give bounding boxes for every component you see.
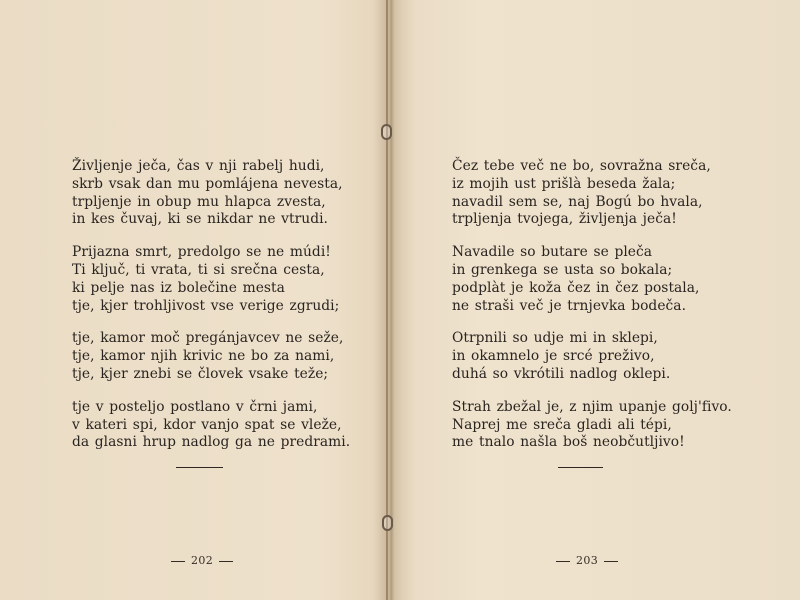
- right-page: [392, 0, 800, 600]
- verse-line: ne straši več je trnjevka bodeča.: [452, 297, 687, 314]
- dash: [219, 561, 233, 562]
- page-number: [165, 554, 239, 567]
- verse-line: me tnalo našla boš neobčutljivo!: [452, 434, 685, 451]
- end-rule: [176, 467, 223, 468]
- stanza: [72, 330, 350, 383]
- stanza: [452, 330, 732, 383]
- left-poem: [72, 158, 350, 467]
- verse-line: Ti ključ, ti vrata, ti si srečna cesta,: [72, 261, 325, 278]
- verse-line: in kes čuvaj, ki se nikdar ne vtrudi.: [72, 211, 328, 228]
- verse-line: Otrpnili so udje mi in sklepi,: [452, 330, 658, 347]
- page-number: [550, 554, 624, 567]
- stanza: [452, 244, 732, 315]
- verse-line: Čez tebe več ne bo, sovražna sreča,: [452, 158, 711, 174]
- verse-line: Strah zbežal je, z njim upanje golj'fivo.: [452, 398, 732, 415]
- stanza: [72, 244, 350, 315]
- verse-line: navadil sem se, naj Bogú bo hvala,: [452, 193, 703, 210]
- verse-line: in grenkega se usta so bokala;: [452, 261, 673, 278]
- verse-line: iz mojih ust prišlà beseda žala;: [452, 175, 676, 192]
- verse-line: Življenje ječa, čas v nji rabelj hudi,: [72, 158, 325, 174]
- book-gutter: [386, 0, 388, 600]
- verse-line: duhá so vkrótili nadlog oklepi.: [452, 365, 671, 382]
- page-number-text: 202: [191, 554, 214, 567]
- verse-line: tje v posteljo postlano v črni jami,: [72, 398, 318, 415]
- verse-line: Naprej me sreča gladi ali tépi,: [452, 416, 672, 433]
- verse-line: trpljenja tvojega, življenja ječa!: [452, 211, 677, 228]
- stanza: [72, 399, 350, 452]
- verse-line: in okamnelo je srcé preživo,: [452, 348, 655, 365]
- stanza: [72, 158, 350, 229]
- verse-line: skrb vsak dan mu pomlájena nevesta,: [72, 175, 343, 192]
- verse-line: podplàt je koža čez in čez postala,: [452, 279, 700, 296]
- end-rule: [558, 467, 603, 468]
- verse-line: tje, kamor njih krivic ne bo za nami,: [72, 348, 335, 365]
- verse-line: tje, kjer trohljivost vse verige zgrudi;: [72, 297, 340, 314]
- verse-line: tje, kamor moč pregánjavcev ne seže,: [72, 330, 344, 347]
- verse-line: Navadile so butare se pleča: [452, 244, 653, 261]
- verse-line: trpljenje in obup mu hlapca zvesta,: [72, 193, 326, 210]
- verse-line: Prijazna smrt, predolgo se ne múdi!: [72, 244, 331, 261]
- dash: [556, 561, 570, 562]
- left-page: [0, 0, 386, 600]
- right-poem: [452, 158, 732, 467]
- stanza: [452, 399, 732, 452]
- verse-line: tje, kjer znebi se človek vsake teže;: [72, 365, 329, 382]
- dash: [604, 561, 618, 562]
- verse-line: da glasni hrup nadlog ga ne predrami.: [72, 434, 351, 451]
- page-number-text: 203: [576, 554, 599, 567]
- stanza: [452, 158, 732, 229]
- dash: [171, 561, 185, 562]
- verse-line: ki pelje nas iz bolečine mesta: [72, 279, 285, 296]
- verse-line: v kateri spi, kdor vanjo spat se vleže,: [72, 416, 342, 433]
